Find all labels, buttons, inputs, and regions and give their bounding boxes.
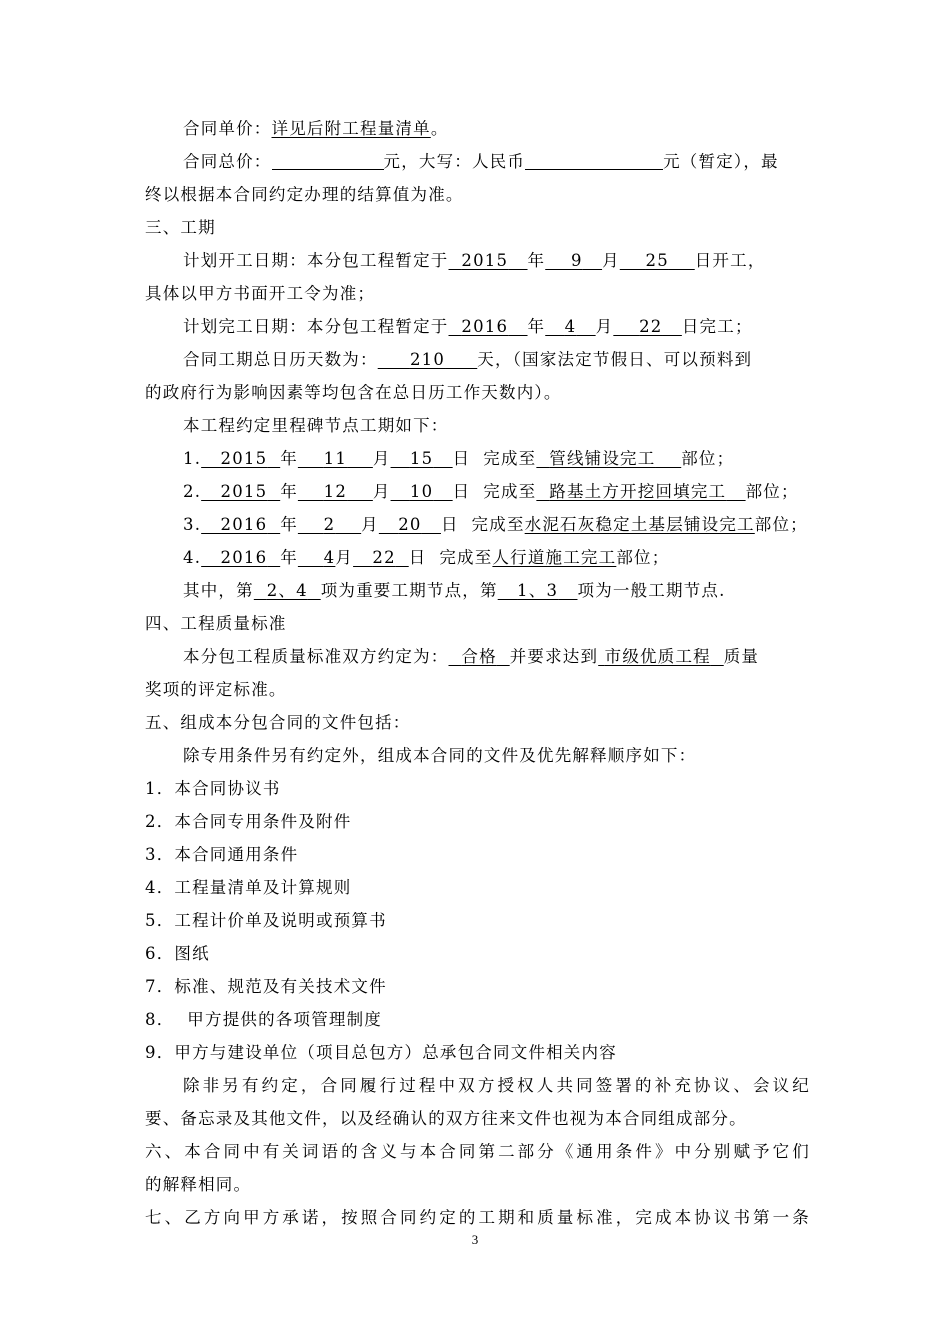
- normal-items: [498, 581, 578, 600]
- unit-price-line: [183, 117, 810, 141]
- quality-cont: 奖项的评定标准。: [145, 680, 287, 699]
- milestone-year-unit: 年: [280, 548, 298, 567]
- total-price-cont: 终以根据本合同约定办理的结算值为准。: [145, 185, 464, 204]
- milestone-intro: 本工程约定里程碑节点工期如下：: [183, 416, 449, 435]
- finish-day-value: 22: [639, 317, 663, 336]
- document-item: 2．本合同专用条件及附件: [145, 812, 352, 831]
- milestone-part: 部位；: [754, 515, 808, 534]
- page-number: 3: [471, 1232, 479, 1247]
- start-month: [545, 251, 602, 270]
- milestone-done: 完成至: [439, 548, 493, 567]
- milestone-month-unit: 月: [335, 548, 354, 567]
- milestone-month-unit: 月: [372, 482, 391, 501]
- document-item: 4．工程量清单及计算规则: [145, 878, 352, 897]
- total-price-end: 元（暂定），最: [663, 152, 779, 171]
- milestone-year-unit: 年: [280, 449, 298, 468]
- document-item: 3．本合同通用条件: [145, 845, 299, 864]
- milestone-year-unit: 年: [280, 482, 298, 501]
- milestone-row: [183, 480, 810, 504]
- duration-end: 天，（国家法定节假日、可以预料到: [477, 350, 753, 369]
- unit-price-value: 详见后附工程量清单: [271, 119, 431, 138]
- key-text-a: 其中，第: [183, 581, 254, 600]
- milestone-month: 12: [323, 482, 348, 501]
- unit-price-end: 。: [430, 119, 449, 138]
- milestone-row: [183, 546, 810, 570]
- milestone-day: 22: [372, 548, 396, 567]
- section6-cont: 的解释相同。: [145, 1175, 252, 1194]
- documents-closing-cont: 要、备忘录及其他文件，以及经确认的双方往来文件也视为本合同组成部分。: [145, 1109, 747, 1128]
- documents-closing: 除非另有约定，合同履行过程中双方授权人共同签署的补充协议、会议纪: [183, 1076, 810, 1095]
- normal-items-value: 1、3: [517, 581, 559, 600]
- milestone-no: 4.: [183, 548, 202, 567]
- milestone-month: 2: [323, 515, 336, 534]
- quality-text-a: 本分包工程质量标准双方约定为：: [183, 647, 449, 666]
- milestone-work: 管线铺设完工: [549, 449, 656, 468]
- milestone-done: 完成至: [483, 449, 537, 468]
- unit-price-label: 合同单价：: [183, 119, 272, 138]
- finish-month-value: 4: [564, 317, 577, 336]
- milestone-day: 20: [398, 515, 422, 534]
- start-month-unit: 月: [602, 251, 620, 270]
- key-text-c: 项为一般工期节点.: [577, 581, 726, 600]
- start-month-value: 9: [571, 251, 583, 270]
- quality-grade-value: 合格: [461, 647, 497, 666]
- milestone-year: 2016: [220, 548, 268, 567]
- document-item: 1．本合同协议书: [145, 779, 281, 798]
- duration-cont: 的政府行为影响因素等均包含在总日历工作天数内）。: [145, 383, 562, 402]
- duration-line: [183, 348, 810, 372]
- start-day: [620, 251, 695, 270]
- finish-date-end: 日完工；: [681, 317, 753, 336]
- milestone-month: 11: [323, 449, 348, 468]
- quality-text-b: 并要求达到: [509, 647, 599, 666]
- finish-month-unit: 月: [595, 317, 614, 336]
- document-item: 5．工程计价单及说明或预算书: [145, 911, 387, 930]
- milestone-day: 15: [409, 449, 434, 468]
- quality-grade: [449, 647, 510, 666]
- start-date-label: 计划开工日期：本分包工程暂定于: [183, 251, 449, 270]
- milestone-key-line: [183, 579, 810, 603]
- duration-label: 合同工期总日历天数为：: [183, 350, 378, 369]
- start-year-unit: 年: [527, 251, 546, 270]
- duration-days: [378, 350, 478, 369]
- milestone-work: 人行道施工完工: [492, 548, 617, 567]
- document-item: 6．图纸: [145, 944, 210, 963]
- total-price-words-blank: [525, 151, 663, 170]
- finish-month: [545, 317, 595, 336]
- milestone-work: 水泥石灰稳定土基层铺设完工: [524, 515, 755, 534]
- milestone-row: [183, 447, 810, 471]
- milestone-month-unit: 月: [372, 449, 391, 468]
- milestone-day-unit: 日: [408, 548, 427, 567]
- milestone-year-unit: 年: [280, 515, 298, 534]
- section6-line: 六、本合同中有关词语的含义与本合同第二部分《通用条件》中分别赋予它们: [145, 1142, 810, 1161]
- documents-intro: 除专用条件另有约定外，组成本合同的文件及优先解释顺序如下：: [183, 746, 697, 765]
- finish-year-unit: 年: [527, 317, 546, 336]
- document-item: 8． 甲方提供的各项管理制度: [145, 1010, 382, 1029]
- document-item: 9．甲方与建设单位（项目总包方）总承包合同文件相关内容: [145, 1043, 617, 1062]
- milestone-month: 4: [323, 548, 336, 567]
- total-price-blank: [272, 151, 384, 170]
- finish-year-value: 2016: [461, 317, 509, 336]
- milestone-no: 3.: [183, 515, 202, 534]
- quality-text-c: 质量: [723, 647, 760, 666]
- milestone-day-unit: 日: [440, 515, 459, 534]
- milestone-done: 完成至: [483, 482, 537, 501]
- key-text-b: 项为重要工期节点，第: [320, 581, 498, 600]
- milestone-done: 完成至: [471, 515, 525, 534]
- milestone-day: 10: [409, 482, 434, 501]
- milestone-part: 部位；: [616, 548, 670, 567]
- total-price-mid: 元，大写：人民币: [383, 152, 526, 171]
- start-date-cont: 具体以甲方书面开工令为准；: [145, 284, 376, 303]
- section3-heading: 三、工期: [145, 218, 216, 237]
- section7-line: 七、乙方向甲方承诺，按照合同约定的工期和质量标准，完成本协议书第一条: [145, 1208, 810, 1227]
- quality-line: [183, 645, 810, 669]
- start-year-value: 2015: [461, 251, 509, 270]
- milestone-month-unit: 月: [361, 515, 379, 534]
- finish-date-line: [183, 315, 810, 339]
- start-date-end: 日开工，: [694, 251, 766, 270]
- milestone-year: 2015: [220, 482, 268, 501]
- milestone-part: 部位；: [681, 449, 735, 468]
- section5-heading: 五、组成本分包合同的文件包括：: [145, 713, 411, 732]
- finish-year: [449, 317, 528, 336]
- duration-value: 210: [409, 350, 446, 369]
- key-items-value: 2、4: [266, 581, 308, 600]
- start-day-value: 25: [645, 251, 669, 270]
- finish-date-label: 计划完工日期：本分包工程暂定于: [183, 317, 449, 336]
- document-item: 7．标准、规范及有关技术文件: [145, 977, 387, 996]
- milestone-day-unit: 日: [452, 482, 471, 501]
- milestone-day-unit: 日: [452, 449, 471, 468]
- start-year: [449, 251, 528, 270]
- milestone-year: 2015: [220, 449, 268, 468]
- total-price-line: [183, 150, 810, 174]
- total-price-label: 合同总价：: [183, 152, 272, 171]
- milestone-work: 路基土方开挖回填完工: [549, 482, 727, 501]
- milestone-no: 2.: [183, 482, 202, 501]
- milestone-no: 1.: [183, 449, 202, 468]
- quality-award-value: 市级优质工程: [604, 647, 711, 666]
- quality-award: [598, 647, 724, 666]
- key-items: [254, 581, 321, 600]
- section4-heading: 四、工程质量标准: [145, 614, 287, 633]
- start-date-line: [183, 249, 810, 273]
- milestone-row: [183, 513, 810, 537]
- finish-day: [613, 317, 682, 336]
- milestone-year: 2016: [220, 515, 268, 534]
- milestone-part: 部位；: [745, 482, 799, 501]
